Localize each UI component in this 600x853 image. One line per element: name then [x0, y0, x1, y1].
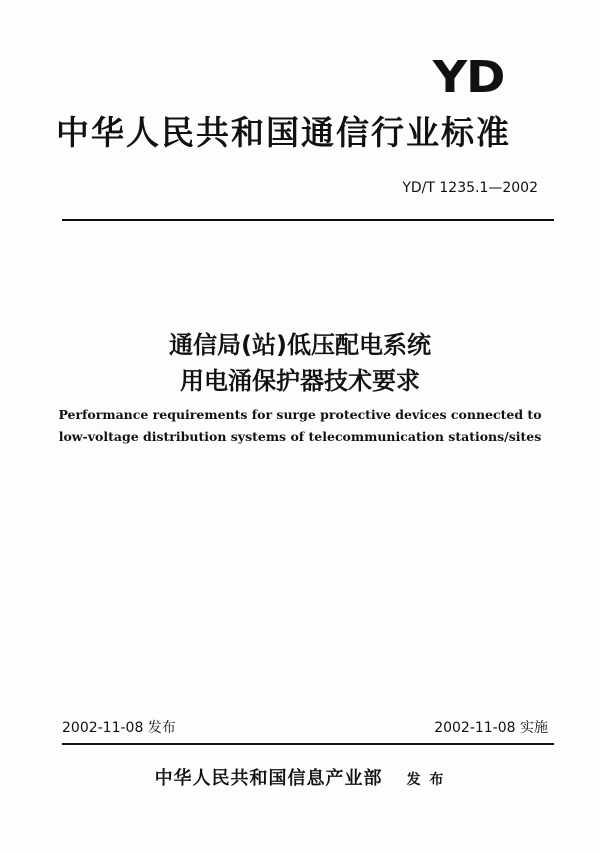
issue-date: 2002-11-08 发布 [62, 720, 176, 736]
document-title-english [0, 404, 600, 448]
standard-title: 中华人民共和国通信行业标准 [56, 113, 511, 152]
document-title-chinese-line-2: 用电涌保护器技术要求 [180, 367, 420, 395]
document-title-english-line-1: Performance requirements for surge protective devices connected to [58, 407, 542, 422]
implementation-date: 2002-11-08 实施 [434, 720, 548, 736]
document-title-english-line-2: low-voltage distribution systems of telecommunication stations/sites [58, 429, 542, 444]
top-divider [62, 219, 554, 221]
bottom-divider [62, 743, 554, 745]
publish-action: 发 布 [406, 772, 446, 788]
publisher-organization: 中华人民共和国信息产业部 [154, 768, 383, 789]
document-title-chinese-line-1: 通信局(站)低压配电系统 [169, 331, 431, 359]
document-title-chinese [0, 327, 600, 399]
yd-logo: YD [432, 52, 504, 103]
standard-number: YD/T 1235.1—2002 [402, 180, 538, 196]
publisher-line [0, 770, 600, 788]
